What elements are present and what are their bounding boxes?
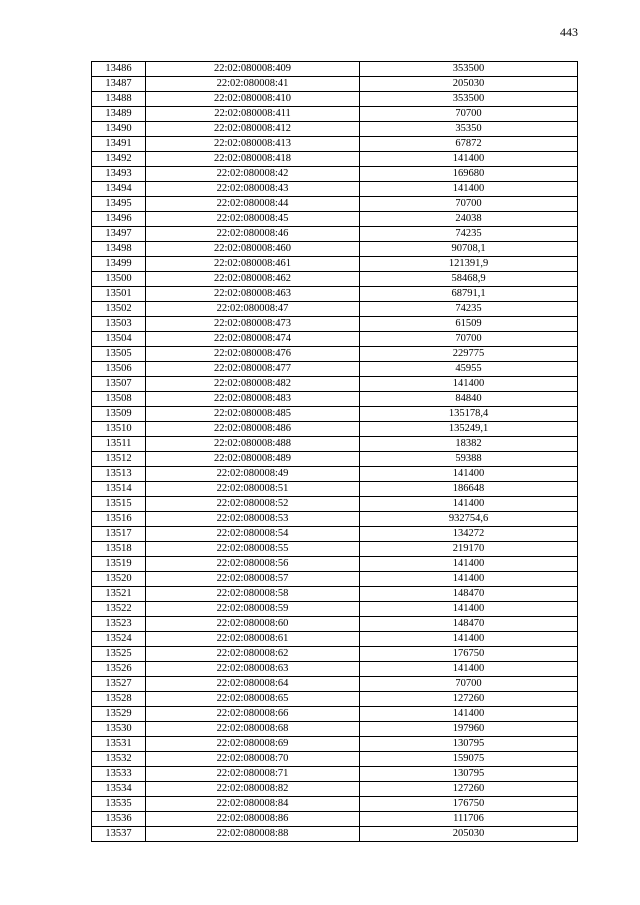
table-row xyxy=(92,452,578,467)
cadastral-number-cell: 22:02:080008:61 xyxy=(146,632,360,647)
table-row xyxy=(92,752,578,767)
cadastral-value-cell: 127260 xyxy=(360,692,578,707)
cadastral-value-cell: 67872 xyxy=(360,137,578,152)
table-row xyxy=(92,692,578,707)
row-number-cell: 13526 xyxy=(92,662,146,677)
cadastral-number-cell: 22:02:080008:54 xyxy=(146,527,360,542)
table-row xyxy=(92,467,578,482)
table-row xyxy=(92,212,578,227)
row-number-cell: 13490 xyxy=(92,122,146,137)
cadastral-value-cell: 134272 xyxy=(360,527,578,542)
cadastral-number-cell: 22:02:080008:486 xyxy=(146,422,360,437)
table-row xyxy=(92,122,578,137)
cadastral-number-cell: 22:02:080008:460 xyxy=(146,242,360,257)
cadastral-value-cell: 186648 xyxy=(360,482,578,497)
cadastral-value-cell: 229775 xyxy=(360,347,578,362)
row-number-cell: 13533 xyxy=(92,767,146,782)
cadastral-value-cell: 74235 xyxy=(360,302,578,317)
cadastral-value-cell: 18382 xyxy=(360,437,578,452)
cadastral-number-cell: 22:02:080008:70 xyxy=(146,752,360,767)
table-row xyxy=(92,542,578,557)
row-number-cell: 13518 xyxy=(92,542,146,557)
table-row xyxy=(92,62,578,77)
row-number-cell: 13521 xyxy=(92,587,146,602)
table-row xyxy=(92,242,578,257)
row-number-cell: 13517 xyxy=(92,527,146,542)
cadastral-value-cell: 135249,1 xyxy=(360,422,578,437)
cadastral-number-cell: 22:02:080008:410 xyxy=(146,92,360,107)
row-number-cell: 13534 xyxy=(92,782,146,797)
cadastral-number-cell: 22:02:080008:68 xyxy=(146,722,360,737)
table-row xyxy=(92,632,578,647)
page-number: 443 xyxy=(560,25,578,39)
row-number-cell: 13525 xyxy=(92,647,146,662)
row-number-cell: 13501 xyxy=(92,287,146,302)
table-row xyxy=(92,437,578,452)
cadastral-value-cell: 148470 xyxy=(360,617,578,632)
row-number-cell: 13522 xyxy=(92,602,146,617)
cadastral-value-cell: 176750 xyxy=(360,647,578,662)
cadastral-value-cell: 141400 xyxy=(360,377,578,392)
row-number-cell: 13523 xyxy=(92,617,146,632)
table-row xyxy=(92,827,578,842)
table-row xyxy=(92,602,578,617)
row-number-cell: 13513 xyxy=(92,467,146,482)
table-row xyxy=(92,257,578,272)
table-row xyxy=(92,572,578,587)
cadastral-value-cell: 70700 xyxy=(360,107,578,122)
cadastral-value-cell: 353500 xyxy=(360,62,578,77)
cadastral-value-cell: 932754,6 xyxy=(360,512,578,527)
row-number-cell: 13503 xyxy=(92,317,146,332)
table-row xyxy=(92,647,578,662)
table-row xyxy=(92,722,578,737)
cadastral-value-cell: 127260 xyxy=(360,782,578,797)
table-row xyxy=(92,497,578,512)
table-row xyxy=(92,587,578,602)
cadastral-value-cell: 70700 xyxy=(360,332,578,347)
row-number-cell: 13515 xyxy=(92,497,146,512)
table-row xyxy=(92,227,578,242)
row-number-cell: 13493 xyxy=(92,167,146,182)
table-body xyxy=(92,62,578,842)
cadastral-value-cell: 59388 xyxy=(360,452,578,467)
cadastral-value-cell: 205030 xyxy=(360,77,578,92)
cadastral-number-cell: 22:02:080008:489 xyxy=(146,452,360,467)
row-number-cell: 13509 xyxy=(92,407,146,422)
cadastral-value-cell: 197960 xyxy=(360,722,578,737)
table-row xyxy=(92,287,578,302)
row-number-cell: 13494 xyxy=(92,182,146,197)
cadastral-number-cell: 22:02:080008:64 xyxy=(146,677,360,692)
cadastral-number-cell: 22:02:080008:411 xyxy=(146,107,360,122)
row-number-cell: 13499 xyxy=(92,257,146,272)
row-number-cell: 13487 xyxy=(92,77,146,92)
cadastral-value-cell: 70700 xyxy=(360,677,578,692)
cadastral-value-cell: 141400 xyxy=(360,467,578,482)
row-number-cell: 13530 xyxy=(92,722,146,737)
cadastral-number-cell: 22:02:080008:42 xyxy=(146,167,360,182)
row-number-cell: 13496 xyxy=(92,212,146,227)
cadastral-number-cell: 22:02:080008:485 xyxy=(146,407,360,422)
cadastral-number-cell: 22:02:080008:44 xyxy=(146,197,360,212)
cadastral-number-cell: 22:02:080008:409 xyxy=(146,62,360,77)
table-row xyxy=(92,362,578,377)
row-number-cell: 13510 xyxy=(92,422,146,437)
table-row xyxy=(92,812,578,827)
cadastral-value-cell: 205030 xyxy=(360,827,578,842)
cadastral-value-table xyxy=(91,61,578,842)
row-number-cell: 13512 xyxy=(92,452,146,467)
row-number-cell: 13529 xyxy=(92,707,146,722)
cadastral-value-cell: 61509 xyxy=(360,317,578,332)
cadastral-value-cell: 90708,1 xyxy=(360,242,578,257)
table-row xyxy=(92,152,578,167)
row-number-cell: 13524 xyxy=(92,632,146,647)
cadastral-value-cell: 141400 xyxy=(360,632,578,647)
cadastral-value-cell: 353500 xyxy=(360,92,578,107)
table-row xyxy=(92,557,578,572)
cadastral-number-cell: 22:02:080008:53 xyxy=(146,512,360,527)
cadastral-number-cell: 22:02:080008:474 xyxy=(146,332,360,347)
cadastral-number-cell: 22:02:080008:463 xyxy=(146,287,360,302)
cadastral-value-cell: 58468,9 xyxy=(360,272,578,287)
cadastral-number-cell: 22:02:080008:58 xyxy=(146,587,360,602)
table-row xyxy=(92,662,578,677)
cadastral-number-cell: 22:02:080008:71 xyxy=(146,767,360,782)
table-row xyxy=(92,407,578,422)
table-row xyxy=(92,377,578,392)
cadastral-value-cell: 111706 xyxy=(360,812,578,827)
cadastral-number-cell: 22:02:080008:59 xyxy=(146,602,360,617)
row-number-cell: 13536 xyxy=(92,812,146,827)
cadastral-number-cell: 22:02:080008:461 xyxy=(146,257,360,272)
table-row xyxy=(92,92,578,107)
cadastral-value-cell: 148470 xyxy=(360,587,578,602)
cadastral-value-cell: 121391,9 xyxy=(360,257,578,272)
cadastral-number-cell: 22:02:080008:45 xyxy=(146,212,360,227)
table-row xyxy=(92,782,578,797)
table-row xyxy=(92,797,578,812)
cadastral-number-cell: 22:02:080008:56 xyxy=(146,557,360,572)
table-row xyxy=(92,767,578,782)
cadastral-value-cell: 45955 xyxy=(360,362,578,377)
cadastral-value-cell: 219170 xyxy=(360,542,578,557)
cadastral-number-cell: 22:02:080008:65 xyxy=(146,692,360,707)
row-number-cell: 13489 xyxy=(92,107,146,122)
row-number-cell: 13488 xyxy=(92,92,146,107)
cadastral-number-cell: 22:02:080008:66 xyxy=(146,707,360,722)
cadastral-number-cell: 22:02:080008:488 xyxy=(146,437,360,452)
cadastral-number-cell: 22:02:080008:46 xyxy=(146,227,360,242)
cadastral-value-cell: 141400 xyxy=(360,707,578,722)
row-number-cell: 13497 xyxy=(92,227,146,242)
row-number-cell: 13502 xyxy=(92,302,146,317)
table-row xyxy=(92,617,578,632)
cadastral-value-cell: 70700 xyxy=(360,197,578,212)
table-row xyxy=(92,512,578,527)
cadastral-value-cell: 68791,1 xyxy=(360,287,578,302)
cadastral-number-cell: 22:02:080008:52 xyxy=(146,497,360,512)
row-number-cell: 13505 xyxy=(92,347,146,362)
cadastral-number-cell: 22:02:080008:43 xyxy=(146,182,360,197)
row-number-cell: 13537 xyxy=(92,827,146,842)
cadastral-number-cell: 22:02:080008:477 xyxy=(146,362,360,377)
cadastral-number-cell: 22:02:080008:60 xyxy=(146,617,360,632)
row-number-cell: 13491 xyxy=(92,137,146,152)
cadastral-number-cell: 22:02:080008:51 xyxy=(146,482,360,497)
cadastral-value-cell: 169680 xyxy=(360,167,578,182)
cadastral-number-cell: 22:02:080008:476 xyxy=(146,347,360,362)
table-row xyxy=(92,527,578,542)
row-number-cell: 13514 xyxy=(92,482,146,497)
table-row xyxy=(92,167,578,182)
cadastral-value-cell: 141400 xyxy=(360,602,578,617)
row-number-cell: 13516 xyxy=(92,512,146,527)
row-number-cell: 13498 xyxy=(92,242,146,257)
row-number-cell: 13500 xyxy=(92,272,146,287)
cadastral-value-cell: 130795 xyxy=(360,767,578,782)
table-row xyxy=(92,317,578,332)
cadastral-number-cell: 22:02:080008:482 xyxy=(146,377,360,392)
cadastral-value-cell: 35350 xyxy=(360,122,578,137)
row-number-cell: 13519 xyxy=(92,557,146,572)
cadastral-number-cell: 22:02:080008:47 xyxy=(146,302,360,317)
table-row xyxy=(92,482,578,497)
cadastral-number-cell: 22:02:080008:82 xyxy=(146,782,360,797)
table-row xyxy=(92,107,578,122)
cadastral-value-cell: 24038 xyxy=(360,212,578,227)
table-row xyxy=(92,677,578,692)
cadastral-value-cell: 74235 xyxy=(360,227,578,242)
table-row xyxy=(92,422,578,437)
cadastral-number-cell: 22:02:080008:49 xyxy=(146,467,360,482)
cadastral-number-cell: 22:02:080008:55 xyxy=(146,542,360,557)
row-number-cell: 13535 xyxy=(92,797,146,812)
table-row xyxy=(92,347,578,362)
table-row xyxy=(92,137,578,152)
cadastral-value-cell: 141400 xyxy=(360,182,578,197)
cadastral-number-cell: 22:02:080008:462 xyxy=(146,272,360,287)
row-number-cell: 13486 xyxy=(92,62,146,77)
cadastral-value-cell: 159075 xyxy=(360,752,578,767)
cadastral-value-cell: 141400 xyxy=(360,572,578,587)
cadastral-value-cell: 141400 xyxy=(360,662,578,677)
table-row xyxy=(92,77,578,92)
row-number-cell: 13506 xyxy=(92,362,146,377)
cadastral-value-cell: 141400 xyxy=(360,557,578,572)
cadastral-value-cell: 176750 xyxy=(360,797,578,812)
row-number-cell: 13508 xyxy=(92,392,146,407)
cadastral-value-cell: 141400 xyxy=(360,152,578,167)
table-row xyxy=(92,302,578,317)
row-number-cell: 13531 xyxy=(92,737,146,752)
table-row xyxy=(92,182,578,197)
row-number-cell: 13511 xyxy=(92,437,146,452)
table-row xyxy=(92,737,578,752)
row-number-cell: 13495 xyxy=(92,197,146,212)
row-number-cell: 13492 xyxy=(92,152,146,167)
cadastral-number-cell: 22:02:080008:62 xyxy=(146,647,360,662)
cadastral-number-cell: 22:02:080008:84 xyxy=(146,797,360,812)
cadastral-value-cell: 141400 xyxy=(360,497,578,512)
cadastral-value-cell: 130795 xyxy=(360,737,578,752)
cadastral-number-cell: 22:02:080008:57 xyxy=(146,572,360,587)
cadastral-number-cell: 22:02:080008:418 xyxy=(146,152,360,167)
row-number-cell: 13504 xyxy=(92,332,146,347)
row-number-cell: 13507 xyxy=(92,377,146,392)
cadastral-number-cell: 22:02:080008:86 xyxy=(146,812,360,827)
table-row xyxy=(92,272,578,287)
cadastral-number-cell: 22:02:080008:413 xyxy=(146,137,360,152)
cadastral-number-cell: 22:02:080008:473 xyxy=(146,317,360,332)
table-row xyxy=(92,332,578,347)
cadastral-value-cell: 135178,4 xyxy=(360,407,578,422)
cadastral-number-cell: 22:02:080008:412 xyxy=(146,122,360,137)
cadastral-value-cell: 84840 xyxy=(360,392,578,407)
row-number-cell: 13520 xyxy=(92,572,146,587)
row-number-cell: 13528 xyxy=(92,692,146,707)
cadastral-number-cell: 22:02:080008:483 xyxy=(146,392,360,407)
row-number-cell: 13527 xyxy=(92,677,146,692)
cadastral-number-cell: 22:02:080008:88 xyxy=(146,827,360,842)
table-row xyxy=(92,392,578,407)
cadastral-number-cell: 22:02:080008:69 xyxy=(146,737,360,752)
cadastral-number-cell: 22:02:080008:63 xyxy=(146,662,360,677)
table-row xyxy=(92,197,578,212)
row-number-cell: 13532 xyxy=(92,752,146,767)
cadastral-number-cell: 22:02:080008:41 xyxy=(146,77,360,92)
table-row xyxy=(92,707,578,722)
